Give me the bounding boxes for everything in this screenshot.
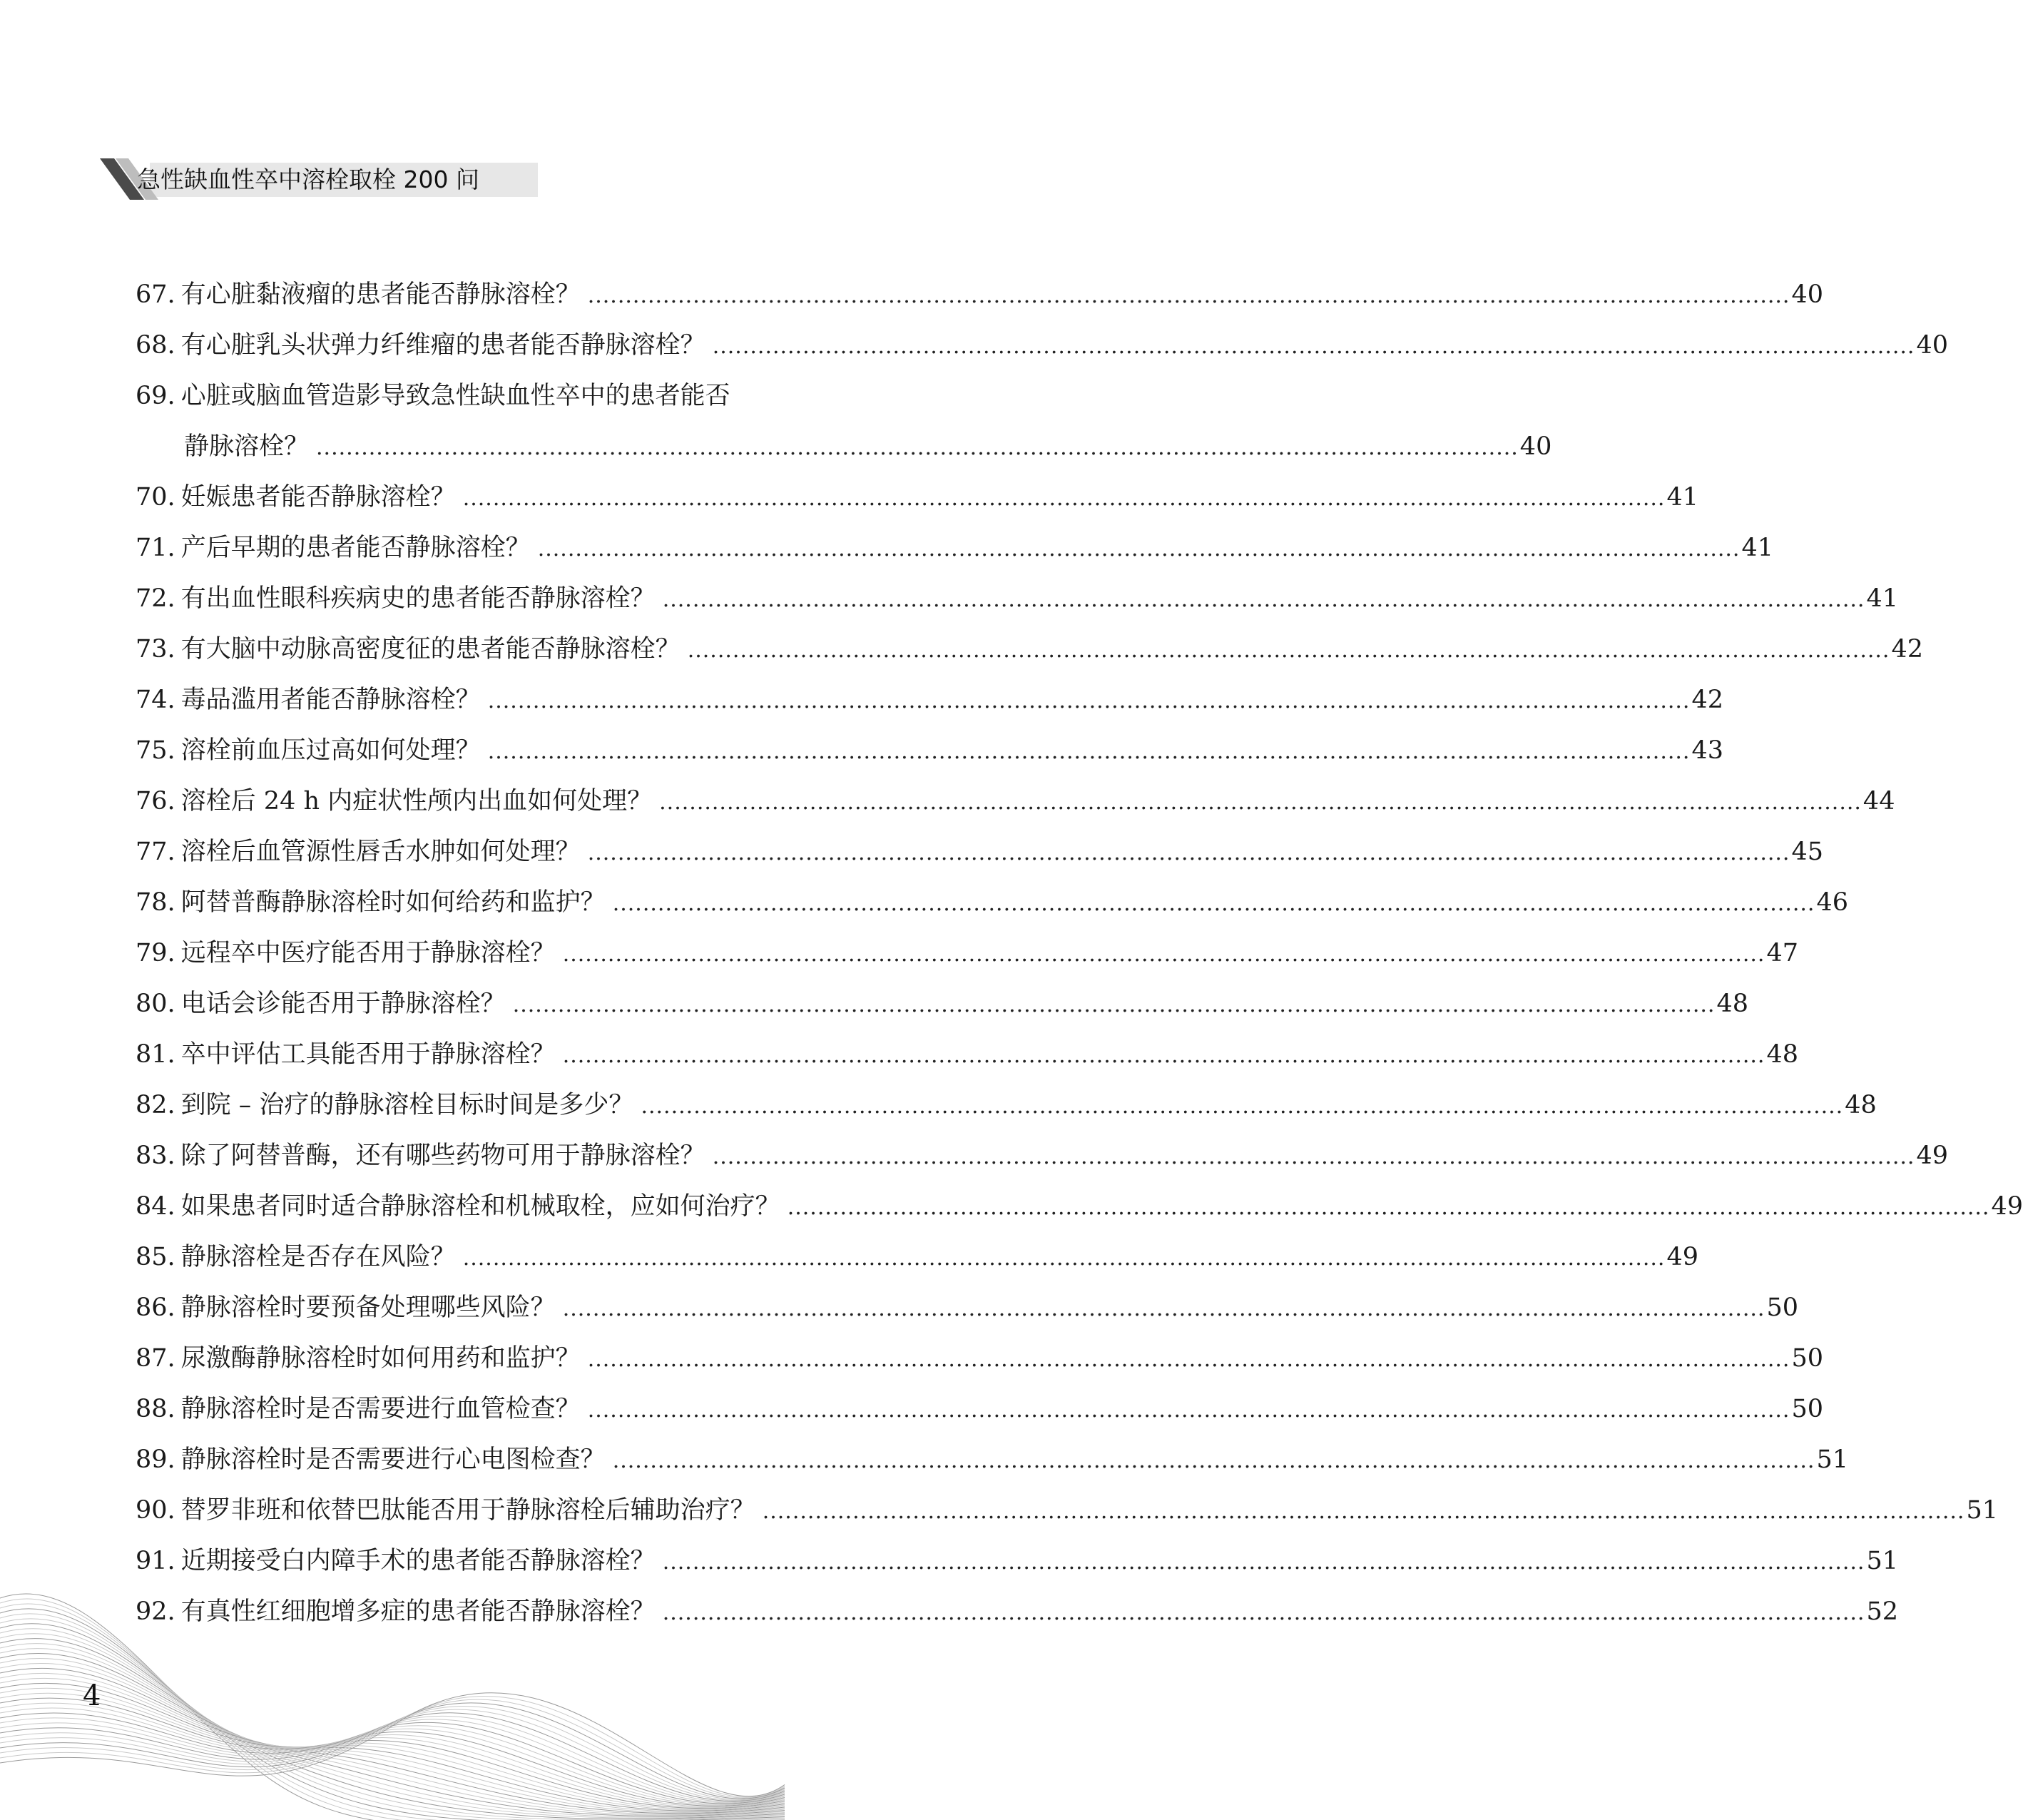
wave-line xyxy=(0,1624,785,1819)
wave-line xyxy=(0,1693,785,1806)
toc-title: 远程卒中医疗能否用于静脉溶栓？ xyxy=(180,939,556,967)
wave-line xyxy=(0,1599,785,1820)
toc-page-number: 49 xyxy=(1916,1142,1949,1170)
toc-line xyxy=(136,979,1749,1030)
toc-line xyxy=(136,675,1724,726)
toc-number: 72. xyxy=(136,584,175,613)
toc-title: 毒品滥用者能否静脉溶栓？ xyxy=(180,686,481,714)
page-number: 4 xyxy=(83,1679,101,1712)
toc-leader-dots: ................................................................................................................................................................ xyxy=(562,1043,1765,1068)
toc-line-continued xyxy=(136,422,1552,472)
toc-line xyxy=(136,1283,1799,1333)
toc-entry[interactable] xyxy=(136,1181,2023,1232)
toc-number: 71. xyxy=(136,534,175,562)
toc-leader-dots: ................................................................................................................................................................ xyxy=(687,638,1890,663)
toc-page-number: 41 xyxy=(1666,483,1699,512)
wave-line xyxy=(0,1716,785,1801)
toc-page-number: 43 xyxy=(1691,736,1724,765)
toc-page-number: 50 xyxy=(1791,1344,1824,1373)
toc-entry[interactable] xyxy=(136,979,1749,1030)
wave-line xyxy=(0,1678,785,1809)
toc-line xyxy=(136,472,1699,523)
toc-leader-dots: ................................................................................................................................................................ xyxy=(662,1600,1865,1625)
toc-entry[interactable] xyxy=(136,523,1774,574)
toc-line xyxy=(136,320,1949,371)
toc-entry[interactable] xyxy=(136,371,1552,472)
toc-leader-dots: ................................................................................................................................................................ xyxy=(462,1246,1666,1271)
toc-leader-dots: ................................................................................................................................................................ xyxy=(462,486,1666,511)
toc-page-number: 51 xyxy=(1816,1445,1849,1474)
toc-leader-dots: ................................................................................................................................................................ xyxy=(587,840,1790,865)
toc-leader-dots: ................................................................................................................................................................ xyxy=(712,334,1915,359)
toc-page-number: 48 xyxy=(1716,990,1749,1018)
toc-number: 83. xyxy=(136,1142,175,1170)
toc-title: 溶栓后血管源性唇舌水肿如何处理？ xyxy=(180,838,581,866)
toc-title: 心脏或脑血管造影导致急性缺血性卒中的患者能否 xyxy=(180,382,730,410)
toc-line xyxy=(136,726,1724,776)
toc-entry[interactable] xyxy=(136,472,1699,523)
toc-number: 76. xyxy=(136,787,175,815)
table-of-contents xyxy=(136,270,2023,1637)
toc-leader-dots: ................................................................................................................................................................ xyxy=(612,891,1815,916)
toc-leader-dots: ................................................................................................................................................................ xyxy=(562,1296,1765,1321)
toc-page-number: 45 xyxy=(1791,838,1824,866)
wave-lines-decoration xyxy=(0,1555,785,1820)
toc-entry[interactable] xyxy=(136,1435,1849,1485)
toc-line xyxy=(136,1333,1824,1384)
toc-leader-dots: ................................................................................................................................................................ xyxy=(762,1499,1965,1524)
toc-leader-dots: ................................................................................................................................................................ xyxy=(487,739,1691,764)
toc-page-number: 42 xyxy=(1891,635,1924,664)
toc-entry[interactable] xyxy=(136,726,1724,776)
toc-number: 88. xyxy=(136,1395,175,1423)
toc-number: 78. xyxy=(136,888,175,917)
toc-line xyxy=(136,827,1824,878)
toc-title: 如果患者同时适合静脉溶栓和机械取栓，应如何治疗？ xyxy=(180,1192,780,1221)
toc-entry[interactable] xyxy=(136,1030,1799,1080)
toc-entry[interactable] xyxy=(136,1333,1824,1384)
toc-number: 74. xyxy=(136,686,175,714)
wave-line xyxy=(0,1693,785,1796)
toc-line xyxy=(136,1485,1999,1536)
toc-number: 79. xyxy=(136,939,175,967)
wave-line xyxy=(0,1614,785,1820)
toc-page-number: 40 xyxy=(1916,331,1949,360)
running-header xyxy=(100,158,534,201)
wave-line xyxy=(0,1673,785,1810)
wave-line xyxy=(0,1634,785,1817)
toc-entry[interactable] xyxy=(136,1283,1799,1333)
toc-leader-dots: ................................................................................................................................................................ xyxy=(587,283,1790,308)
toc-entry[interactable] xyxy=(136,776,1895,827)
toc-number: 75. xyxy=(136,736,175,765)
toc-title: 有心脏黏液瘤的患者能否静脉溶栓？ xyxy=(180,280,581,309)
toc-line xyxy=(136,523,1774,574)
toc-page-number: 52 xyxy=(1866,1597,1899,1626)
toc-title: 有大脑中动脉高密度征的患者能否静脉溶栓？ xyxy=(180,635,681,664)
toc-page-number: 41 xyxy=(1741,534,1774,562)
toc-line xyxy=(136,1384,1824,1435)
toc-entry[interactable] xyxy=(136,1131,1949,1181)
toc-title: 卒中评估工具能否用于静脉溶栓？ xyxy=(180,1040,556,1069)
toc-page-number: 50 xyxy=(1766,1293,1799,1322)
toc-number: 73. xyxy=(136,635,175,664)
wave-line xyxy=(0,1688,785,1807)
toc-line xyxy=(136,878,1849,928)
toc-page-number: 51 xyxy=(1866,1547,1899,1575)
toc-leader-dots: ................................................................................................................................................................ xyxy=(787,1195,1990,1220)
toc-entry[interactable] xyxy=(136,928,1799,979)
toc-leader-dots: ................................................................................................................................................................ xyxy=(712,1144,1915,1169)
toc-title-continued: 静脉溶栓？ xyxy=(184,432,310,461)
toc-title: 静脉溶栓是否存在风险？ xyxy=(180,1243,456,1271)
toc-page-number: 48 xyxy=(1845,1091,1877,1119)
toc-leader-dots: ................................................................................................................................................................ xyxy=(662,1550,1865,1575)
toc-number: 91. xyxy=(136,1547,175,1575)
toc-page-number: 40 xyxy=(1519,432,1552,461)
toc-page-number: 48 xyxy=(1766,1040,1799,1069)
toc-entry[interactable] xyxy=(136,1384,1824,1435)
toc-line xyxy=(136,574,1899,624)
wave-line xyxy=(0,1703,785,1805)
toc-entry[interactable] xyxy=(136,1080,1877,1131)
toc-page-number: 47 xyxy=(1766,939,1799,967)
wave-line xyxy=(0,1619,785,1820)
toc-number: 87. xyxy=(136,1344,175,1373)
toc-entry[interactable] xyxy=(136,878,1849,928)
toc-leader-dots: ................................................................................................................................................................ xyxy=(487,688,1691,713)
toc-line xyxy=(136,1030,1799,1080)
toc-leader-dots: ................................................................................................................................................................ xyxy=(587,1347,1790,1372)
toc-title: 电话会诊能否用于静脉溶栓？ xyxy=(180,990,506,1018)
toc-page-number: 44 xyxy=(1863,787,1895,815)
toc-entry[interactable] xyxy=(136,574,1899,624)
toc-line xyxy=(136,270,1824,320)
toc-number: 84. xyxy=(136,1192,175,1221)
header-title: 急性缺血性卒中溶栓取栓 200 问 xyxy=(137,166,479,193)
toc-line xyxy=(136,371,899,422)
toc-page-number: 41 xyxy=(1866,584,1899,613)
toc-title: 产后早期的患者能否静脉溶栓？ xyxy=(180,534,531,562)
toc-line xyxy=(136,1232,1699,1283)
toc-leader-dots: ................................................................................................................................................................ xyxy=(662,587,1865,612)
toc-entry[interactable] xyxy=(136,1485,1999,1536)
toc-leader-dots: ................................................................................................................................................................ xyxy=(316,435,1519,460)
toc-page-number: 42 xyxy=(1691,686,1724,714)
toc-entry[interactable] xyxy=(136,624,1924,675)
toc-page-number: 40 xyxy=(1791,280,1824,309)
wave-line xyxy=(0,1698,785,1806)
toc-title: 到院 – 治疗的静脉溶栓目标时间是多少？ xyxy=(180,1091,634,1119)
wave-line xyxy=(0,1713,785,1804)
toc-number: 82. xyxy=(136,1091,175,1119)
toc-title: 有真性红细胞增多症的患者能否静脉溶栓？ xyxy=(180,1597,656,1626)
toc-leader-dots: ................................................................................................................................................................ xyxy=(587,1398,1790,1423)
toc-title: 近期接受白内障手术的患者能否静脉溶栓？ xyxy=(180,1547,656,1575)
toc-leader-dots: ................................................................................................................................................................ xyxy=(641,1094,1844,1119)
toc-title: 替罗非班和依替巴肽能否用于静脉溶栓后辅助治疗？ xyxy=(180,1496,755,1525)
toc-entry[interactable] xyxy=(136,675,1724,726)
toc-number: 85. xyxy=(136,1243,175,1271)
toc-entry[interactable] xyxy=(136,827,1824,878)
toc-line xyxy=(136,1080,1877,1131)
toc-line xyxy=(136,624,1924,675)
toc-number: 69. xyxy=(136,382,175,410)
toc-number: 81. xyxy=(136,1040,175,1069)
toc-title: 静脉溶栓时是否需要进行心电图检查？ xyxy=(180,1445,606,1474)
wave-line xyxy=(0,1668,785,1811)
toc-page-number: 49 xyxy=(1666,1243,1699,1271)
toc-line xyxy=(136,776,1895,827)
toc-entry[interactable] xyxy=(136,270,1824,320)
toc-page-number: 49 xyxy=(1991,1192,2023,1221)
toc-title: 妊娠患者能否静脉溶栓？ xyxy=(180,483,456,512)
toc-leader-dots: ................................................................................................................................................................ xyxy=(562,942,1765,967)
toc-number: 70. xyxy=(136,483,175,512)
wave-line xyxy=(0,1683,785,1809)
toc-line xyxy=(136,1181,2023,1232)
toc-title: 有出血性眼科疾病史的患者能否静脉溶栓？ xyxy=(180,584,656,613)
toc-title: 静脉溶栓时是否需要进行血管检查？ xyxy=(180,1395,581,1423)
toc-title: 静脉溶栓时要预备处理哪些风险？ xyxy=(180,1293,556,1322)
toc-number: 77. xyxy=(136,838,175,866)
toc-leader-dots: ................................................................................................................................................................ xyxy=(537,537,1741,561)
toc-number: 67. xyxy=(136,280,175,309)
toc-title: 溶栓前血压过高如何处理？ xyxy=(180,736,481,765)
toc-number: 68. xyxy=(136,331,175,360)
toc-number: 80. xyxy=(136,990,175,1018)
toc-leader-dots: ................................................................................................................................................................ xyxy=(512,992,1716,1017)
wave-line xyxy=(0,1703,785,1799)
toc-page-number: 51 xyxy=(1966,1496,1999,1525)
toc-title: 溶栓后 24 h 内症状性颅内出血如何处理？ xyxy=(180,787,653,815)
toc-leader-dots: ................................................................................................................................................................ xyxy=(659,790,1862,815)
toc-number: 86. xyxy=(136,1293,175,1322)
toc-number: 89. xyxy=(136,1445,175,1474)
toc-entry[interactable] xyxy=(136,320,1949,371)
toc-line xyxy=(136,1131,1949,1181)
toc-leader-dots: ................................................................................................................................................................ xyxy=(612,1448,1815,1473)
toc-title: 有心脏乳头状弹力纤维瘤的患者能否静脉溶栓？ xyxy=(180,331,705,360)
toc-line xyxy=(136,928,1799,979)
toc-title: 阿替普酶静脉溶栓时如何给药和监护？ xyxy=(180,888,606,917)
toc-title: 除了阿替普酶，还有哪些药物可用于静脉溶栓？ xyxy=(180,1142,705,1170)
toc-title: 尿激酶静脉溶栓时如何用药和监护？ xyxy=(180,1344,581,1373)
toc-page-number: 50 xyxy=(1791,1395,1824,1423)
toc-number: 92. xyxy=(136,1597,175,1626)
toc-number: 90. xyxy=(136,1496,175,1525)
toc-page-number: 46 xyxy=(1816,888,1849,917)
wave-line xyxy=(0,1658,785,1812)
toc-entry[interactable] xyxy=(136,1232,1699,1283)
toc-line xyxy=(136,1435,1849,1485)
